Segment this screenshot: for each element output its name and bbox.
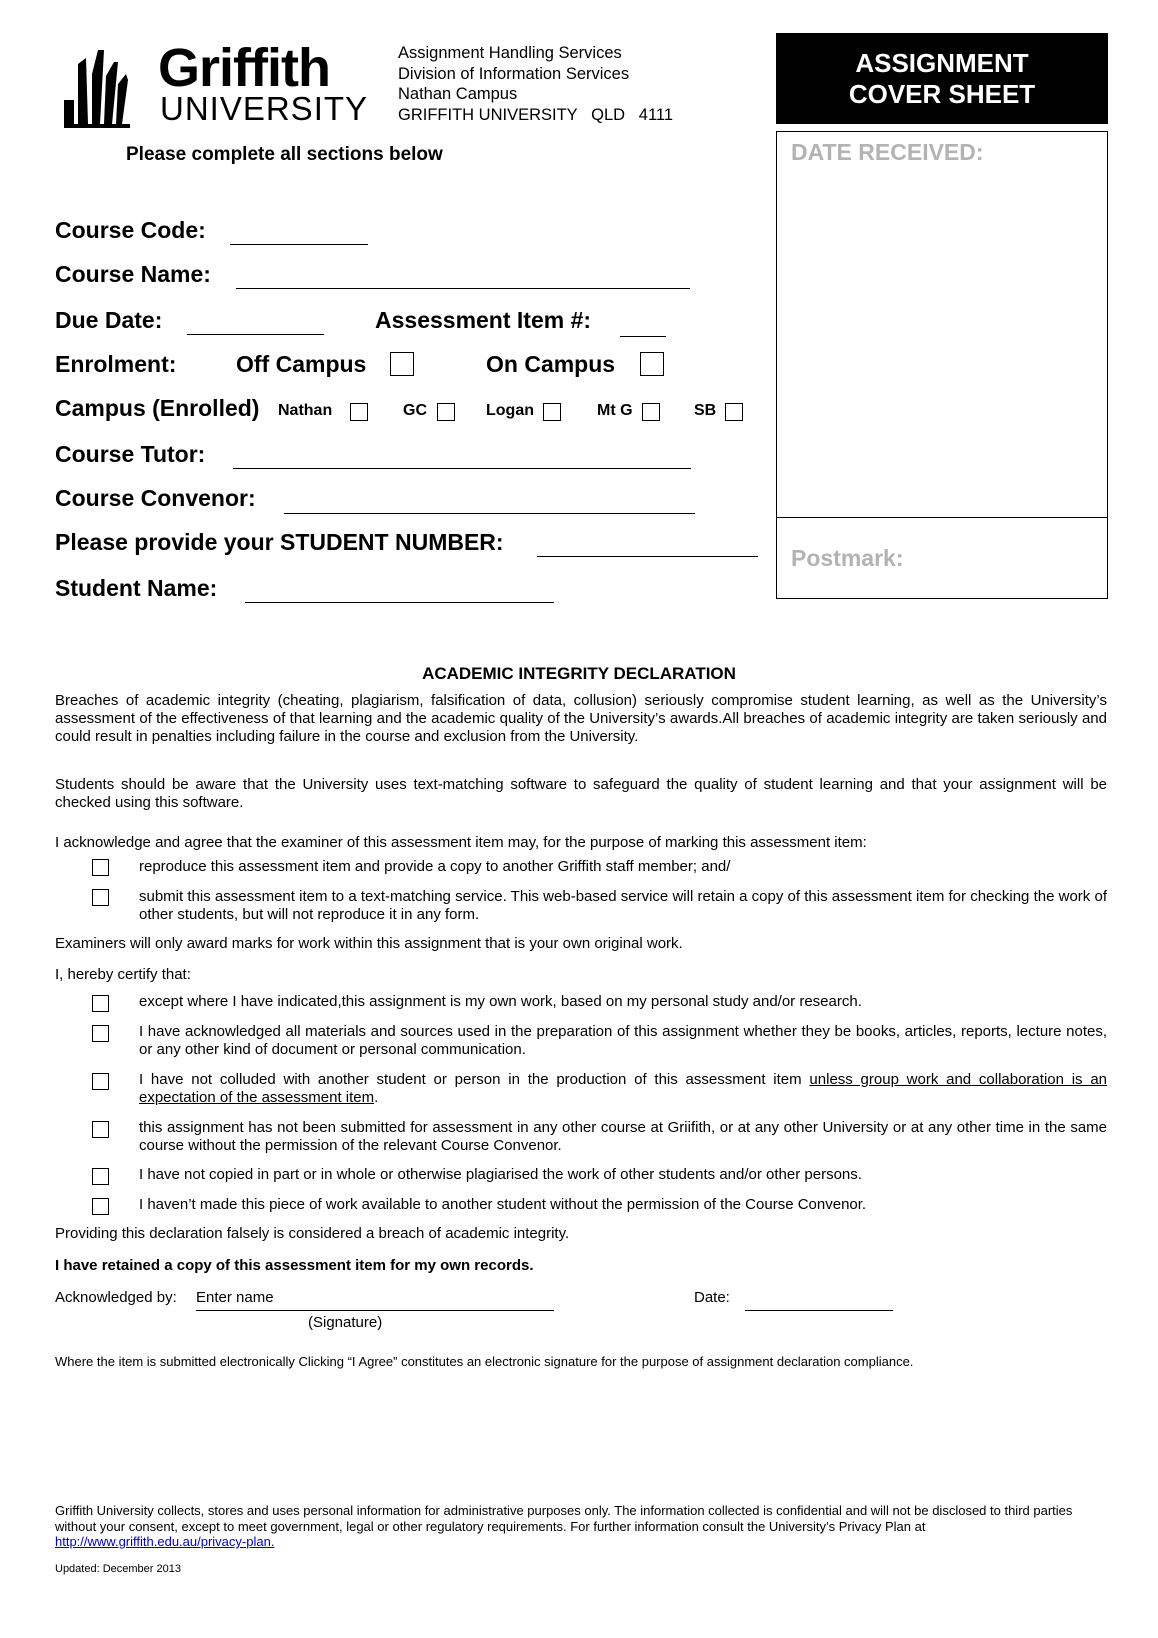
cert-item-checkbox[interactable]: [92, 1121, 109, 1138]
acknowledge-intro: I acknowledge and agree that the examiner of this assessment item may, for the purpose of marking this assessment item:: [55, 834, 867, 851]
course-tutor-field[interactable]: [233, 468, 691, 469]
student-number-field[interactable]: [537, 556, 758, 557]
on-campus-checkbox[interactable]: [640, 352, 664, 376]
cover-title-line-1: ASSIGNMENT: [855, 47, 1029, 78]
false-declaration-note: Providing this declaration falsely is considered a breach of academic integrity.: [55, 1225, 570, 1242]
cert-item-text-collusion: I have not colluded with another student or person in the production of this assessment item unless group work and collaboration is an expectation of the assessment item.: [139, 1071, 1108, 1106]
campus-sb-checkbox[interactable]: [725, 403, 743, 421]
address-block: [398, 43, 673, 125]
cert-item-checkbox[interactable]: [92, 1073, 109, 1090]
declaration-heading: ACADEMIC INTEGRITY DECLARATION: [422, 664, 736, 683]
assessment-item-field[interactable]: [620, 336, 666, 337]
campus-nathan-checkbox[interactable]: [350, 403, 368, 421]
cert-item-checkbox[interactable]: [92, 995, 109, 1012]
cert-item-text: this assignment has not been submitted for assessment in any other course at Griifith, or at any other University or at any other time in the same course without the permission of the relevant Course Convenor.: [139, 1119, 1107, 1154]
examiners-note: Examiners will only award marks for work within this assignment that is your own original work.: [55, 935, 683, 952]
due-date-label: Due Date:: [55, 307, 163, 333]
campus-sb-label: SB: [694, 402, 717, 419]
student-name-label: Student Name:: [55, 575, 218, 601]
campus-nathan-label: Nathan: [278, 402, 333, 419]
signature-field[interactable]: [196, 1310, 554, 1311]
course-code-label: Course Code:: [55, 217, 206, 243]
privacy-text: Griffith University collects, stores and uses personal information for administrative purposes only. The information collected is confidential and will not be disclosed to third parties without your consent, except to meet government, legal or other regulatory requirements. For further information consult the University’s Privacy Plan at: [55, 1503, 1073, 1534]
updated-date: Updated: December 2013: [55, 1563, 181, 1575]
postmark-box: [776, 516, 1108, 599]
cert-item-text: I haven’t made this piece of work available to another student without the permission of the Course Convenor.: [139, 1196, 867, 1213]
logo-wordmark-griffith: Griffith: [158, 38, 330, 98]
course-code-field[interactable]: [230, 244, 368, 245]
privacy-plan-link[interactable]: http://www.griffith.edu.au/privacy-plan.: [55, 1534, 275, 1549]
address-line: Division of Information Services: [398, 64, 630, 83]
course-name-field[interactable]: [236, 288, 690, 289]
ack-item-text: submit this assessment item to a text-matching service. This web-based service will retain a copy of this assessment item for checking the work of other students, but will not reproduce it in any form.: [139, 888, 1107, 923]
cert-item-checkbox[interactable]: [92, 1025, 109, 1042]
on-campus-label: On Campus: [486, 351, 616, 377]
student-name-field[interactable]: [245, 602, 554, 603]
postmark-label: Postmark:: [791, 545, 904, 571]
cert-item-underlined: unless group work and collaboration is an expectation of the assessment item: [139, 1071, 1108, 1106]
course-convenor-label: Course Convenor:: [55, 485, 256, 511]
ack-item-checkbox[interactable]: [92, 859, 109, 876]
cert-item-text: I have not copied in part or in whole or otherwise plagiarised the work of other students and/or other persons.: [139, 1166, 862, 1183]
cert-item-text: I have not colluded with another student or person in the production of this assessment item: [139, 1071, 802, 1088]
campus-logan-checkbox[interactable]: [543, 403, 561, 421]
campus-mtg-checkbox[interactable]: [642, 403, 660, 421]
cert-item-text: except where I have indicated,this assignment is my own work, based on my personal study and/or research.: [139, 993, 862, 1010]
cover-sheet-title: [776, 33, 1108, 124]
course-convenor-field[interactable]: [284, 513, 695, 514]
course-tutor-label: Course Tutor:: [55, 441, 206, 467]
declaration-para-2: Students should be aware that the University uses text-matching software to safeguard the quality of student learning and that your assignment will be checked using this software.: [55, 776, 1107, 811]
certify-intro: I, hereby certify that:: [55, 966, 191, 983]
off-campus-checkbox[interactable]: [390, 352, 414, 376]
declaration-para-1: Breaches of academic integrity (cheating, plagiarism, falsification of data, collusion) seriously compromise student learning, as well as the University’s assessment of the effectiveness of that learning and the academic quality of the University’s awards.All breaches of academic integrity are taken seriously and could result in penalties including failure in the course and exclusion from the University.: [55, 692, 1107, 745]
off-campus-label: Off Campus: [236, 351, 367, 377]
date-received-box: [776, 131, 1108, 518]
signature-caption: (Signature): [308, 1314, 383, 1331]
acknowledged-by-label: Acknowledged by:: [55, 1289, 177, 1306]
signature-name-value[interactable]: Enter name: [196, 1289, 274, 1306]
instruction-text: Please complete all sections below: [126, 144, 443, 165]
date-received-label: DATE RECEIVED:: [791, 139, 984, 165]
enrolment-label: Enrolment:: [55, 351, 177, 377]
logo-wordmark-university: UNIVERSITY: [160, 90, 369, 127]
student-number-label: Please provide your STUDENT NUMBER:: [55, 529, 504, 555]
retained-copy-note: I have retained a copy of this assessment item for my own records.: [55, 1257, 534, 1274]
electronic-signature-note: Where the item is submitted electronically Clicking “I Agree” constitutes an electronic signature for the purpose of assignment declaration compliance.: [55, 1354, 914, 1369]
course-name-label: Course Name:: [55, 261, 211, 287]
date-field[interactable]: [745, 1310, 893, 1311]
campus-gc-checkbox[interactable]: [437, 403, 455, 421]
address-line: Assignment Handling Services: [398, 44, 622, 62]
cert-item-checkbox[interactable]: [92, 1168, 109, 1185]
due-date-field[interactable]: [187, 334, 324, 335]
assessment-item-label: Assessment Item #:: [375, 307, 592, 333]
address-line: GRIFFITH UNIVERSITY QLD 4111: [398, 105, 674, 124]
griffith-logo: [64, 38, 369, 130]
campus-mtg-label: Mt G: [597, 402, 633, 419]
campus-enrolled-label: Campus (Enrolled): [55, 395, 260, 421]
ack-item-text: reproduce this assessment item and provide a copy to another Griffith staff member; and/: [139, 858, 731, 875]
address-line: Nathan Campus: [398, 85, 518, 103]
privacy-statement: [55, 1503, 1107, 1550]
campus-logan-label: Logan: [486, 402, 534, 419]
campus-gc-label: GC: [403, 402, 427, 419]
ack-item-checkbox[interactable]: [92, 889, 109, 906]
cert-item-checkbox[interactable]: [92, 1198, 109, 1215]
cover-title-line-2: COVER SHEET: [848, 78, 1036, 109]
date-label: Date:: [694, 1289, 730, 1306]
cert-item-text: I have acknowledged all materials and sources used in the preparation of this assignment whether they be books, articles, reports, lecture notes, or any other kind of document or personal communication.: [139, 1023, 1107, 1058]
